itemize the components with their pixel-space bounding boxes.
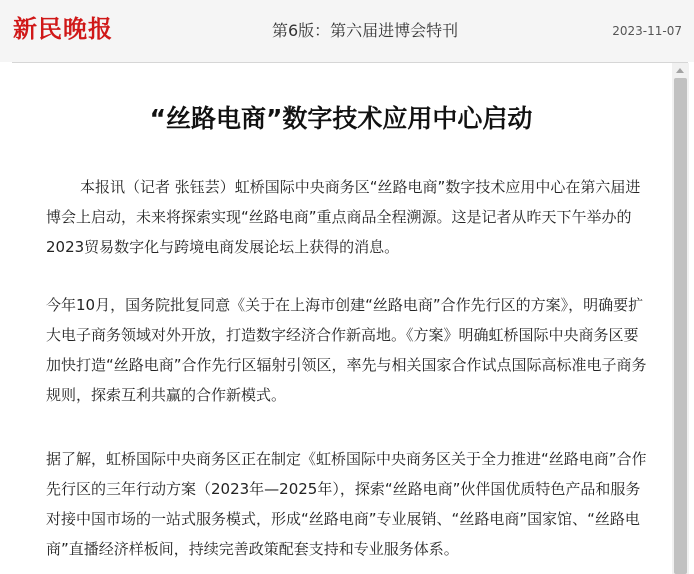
article-title: “丝路电商”数字技术应用中心启动 <box>149 104 533 133</box>
article-body <box>12 63 670 574</box>
article-paragraph: 本报讯（记者 张钰芸）虹桥国际中央商务区“丝路电商”数字技术应用中心在第六届进博会上启动，未来将探索实现“丝路电商”重点商品全程溯源。这是记者从昨天下午举办的2023贸易数字化与跨境电商发展论坛上获得的消息。 <box>46 178 641 256</box>
vertical-scrollbar[interactable] <box>672 63 689 574</box>
edition-title: 第6版：第六届进博会特刊 <box>272 21 459 40</box>
newspaper-logo[interactable]: 新民晚报 <box>13 14 113 43</box>
scroll-up-arrow-icon[interactable] <box>676 68 684 73</box>
article-paragraph: 据了解，虹桥国际中央商务区正在制定《虹桥国际中央商务区关于全力推进“丝路电商”合作先行区的三年行动方案（2023年—2025年），探索“丝路电商”伙伴国优质特色产品和服务对接中国市场的一站式服务模式，形成“丝路电商”专业展销、“丝路电商”国家馆、“丝路电商”直播经济样板间，持续完善政策配套支持和专业服务体系。 <box>46 450 647 558</box>
scrollbar-thumb[interactable] <box>674 78 687 574</box>
header-bar <box>0 0 694 62</box>
publish-date: 2023-11-07 <box>612 24 682 38</box>
article-paragraph: 今年10月，国务院批复同意《关于在上海市创建“丝路电商”合作先行区的方案》，明确要扩大电子商务领域对外开放，打造数字经济合作新高地。《方案》明确虹桥国际中央商务区要加快打造“丝路电商”合作先行区辐射引领区，率先与相关国家合作试点国际高标准电子商务规则，探索互利共赢的合作新模式。 <box>46 296 647 404</box>
